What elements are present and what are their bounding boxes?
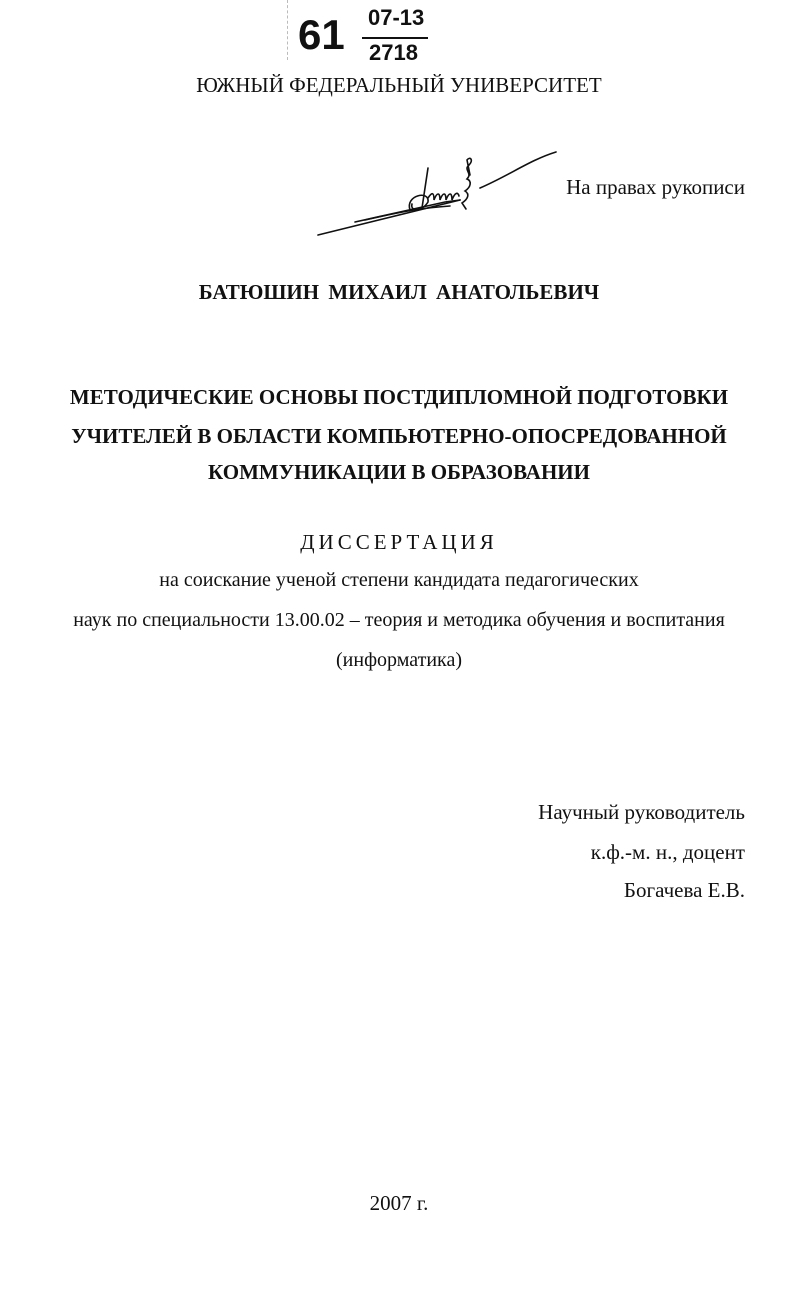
year: 2007 г. bbox=[369, 1191, 429, 1215]
university-name: ЮЖНЫЙ ФЕДЕРАЛЬНЫЙ УНИВЕРСИТЕТ bbox=[196, 73, 602, 97]
document-type: ДИССЕРТАЦИЯ bbox=[300, 530, 498, 554]
title-line-1: МЕТОДИЧЕСКИЕ ОСНОВЫ ПОСТДИПЛОМНОЙ ПОДГОТОВКИ bbox=[69, 385, 729, 409]
supervisor-degree: к.ф.-м. н., доцент bbox=[590, 840, 745, 864]
fraction-bar bbox=[362, 37, 428, 39]
title-line-2: УЧИТЕЛЕЙ В ОБЛАСТИ КОМПЬЮТЕРНО-ОПОСРЕДОВАННОЙ bbox=[71, 424, 727, 448]
degree-line-3: (информатика) bbox=[336, 649, 462, 671]
supervisor-name: Богачева Е.В. bbox=[623, 878, 745, 902]
title-line-3: КОММУНИКАЦИИ В ОБРАЗОВАНИИ bbox=[208, 460, 590, 484]
degree-line-1: на соискание ученой степени кандидата педагогических bbox=[159, 569, 639, 591]
degree-line-2: наук по специальности 13.00.02 – теория и методика обучения и воспитания bbox=[73, 609, 725, 631]
registry-code-numerator: 07-13 bbox=[368, 5, 425, 30]
author-signature bbox=[310, 140, 560, 245]
registry-code-main: 61 bbox=[298, 11, 345, 58]
author-name: БАТЮШИН МИХАИЛ АНАТОЛЬЕВИЧ bbox=[198, 280, 600, 304]
manuscript-note: На правах рукописи bbox=[566, 175, 745, 199]
supervisor-label: Научный руководитель bbox=[538, 800, 745, 824]
registry-code-denominator: 2718 bbox=[369, 40, 418, 65]
scan-margin-mark bbox=[287, 0, 288, 60]
